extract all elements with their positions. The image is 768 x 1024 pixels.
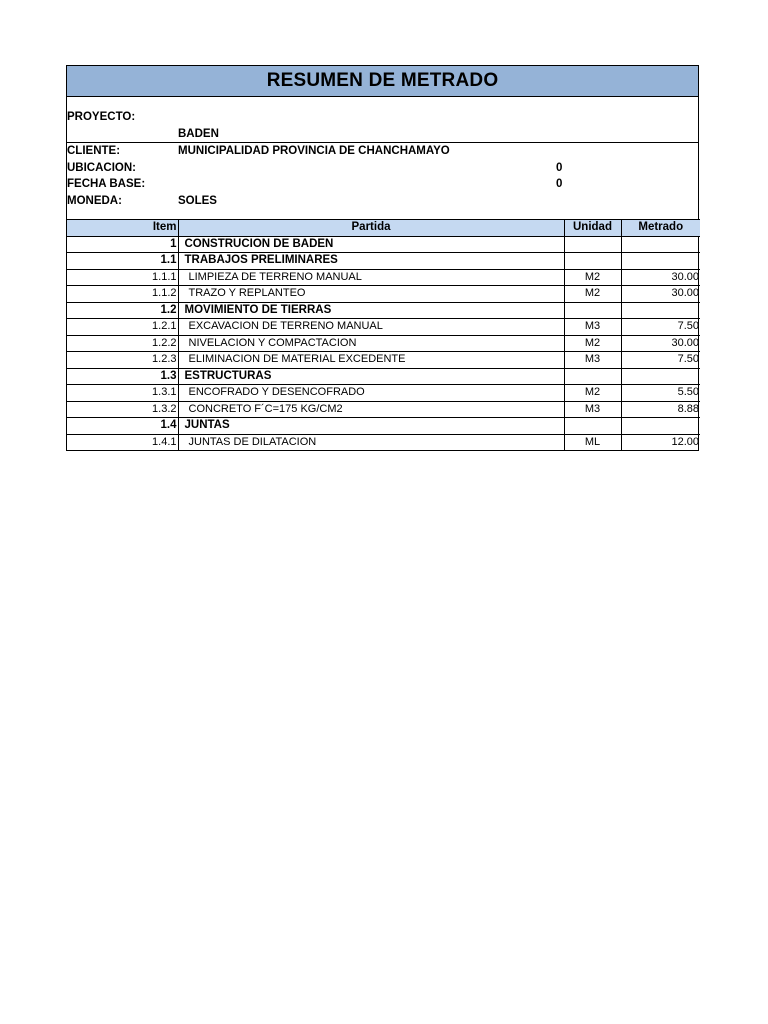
partida-cell: TRABAJOS PRELIMINARES — [178, 253, 564, 270]
table-row — [67, 335, 700, 352]
fecha-row — [67, 176, 698, 193]
item-cell: 1.4.1 — [67, 434, 178, 450]
metrado-cell — [621, 418, 700, 435]
partida-cell: ESTRUCTURAS — [178, 368, 564, 385]
cliente-row — [67, 143, 698, 160]
unidad-cell — [564, 368, 621, 385]
proyecto-label: PROYECTO: — [67, 111, 136, 123]
unidad-cell: M2 — [564, 269, 621, 286]
metrado-cell — [621, 253, 700, 270]
fecha-label: FECHA BASE: — [67, 178, 146, 190]
unidad-cell: M3 — [564, 352, 621, 369]
item-cell: 1.2 — [67, 302, 178, 319]
partida-cell: NIVELACION Y COMPACTACION — [178, 335, 564, 352]
partida-cell: EXCAVACION DE TERRENO MANUAL — [178, 319, 564, 336]
ubicacion-label: UBICACION: — [67, 161, 136, 174]
metrado-cell: 7.50 — [621, 352, 700, 369]
metrado-cell — [621, 368, 700, 385]
item-cell: 1 — [67, 236, 178, 253]
unidad-cell: ML — [564, 434, 621, 450]
table-row — [67, 286, 700, 303]
unidad-cell — [564, 253, 621, 270]
item-cell: 1.1 — [67, 253, 178, 270]
item-cell: 1.4 — [67, 418, 178, 435]
unidad-cell: M3 — [564, 401, 621, 418]
metrado-cell — [621, 236, 700, 253]
unidad-cell: M2 — [564, 286, 621, 303]
partida-cell: ENCOFRADO Y DESENCOFRADO — [178, 385, 564, 402]
fecha-value: 0 — [556, 178, 563, 190]
cliente-value: MUNICIPALIDAD PROVINCIA DE CHANCHAMAYO — [178, 145, 450, 157]
partida-cell: MOVIMIENTO DE TIERRAS — [178, 302, 564, 319]
ubicacion-row — [67, 160, 698, 177]
unidad-cell — [564, 302, 621, 319]
unidad-cell — [564, 418, 621, 435]
metrado-cell: 8.88 — [621, 401, 700, 418]
table-row — [67, 269, 700, 286]
item-cell: 1.3.2 — [67, 401, 178, 418]
table-row — [67, 368, 700, 385]
unidad-cell: M2 — [564, 385, 621, 402]
table-row — [67, 401, 700, 418]
item-cell: 1.2.3 — [67, 352, 178, 369]
proyecto-value: BADEN — [178, 127, 219, 140]
item-cell: 1.2.2 — [67, 335, 178, 352]
metrado-sheet — [66, 65, 699, 451]
info-section — [67, 97, 698, 219]
header-unidad: Unidad — [564, 220, 621, 237]
metrado-cell: 7.50 — [621, 319, 700, 336]
table-row — [67, 418, 700, 435]
ubicacion-value: 0 — [556, 161, 563, 174]
partida-cell: CONCRETO F´C=175 KG/CM2 — [178, 401, 564, 418]
partida-cell: JUNTAS — [178, 418, 564, 435]
metrado-table — [67, 219, 700, 450]
partida-cell: CONSTRUCION DE BADEN — [178, 236, 564, 253]
table-row — [67, 253, 700, 270]
unidad-cell: M2 — [564, 335, 621, 352]
moneda-row — [67, 193, 698, 210]
partida-cell: LIMPIEZA DE TERRENO MANUAL — [178, 269, 564, 286]
table-row — [67, 236, 700, 253]
partida-cell: JUNTAS DE DILATACION — [178, 434, 564, 450]
header-metrado: Metrado — [621, 220, 700, 237]
proyecto-row — [67, 109, 698, 126]
table-row — [67, 302, 700, 319]
moneda-label: MONEDA: — [67, 194, 122, 207]
unidad-cell — [564, 236, 621, 253]
item-cell: 1.3 — [67, 368, 178, 385]
header-partida: Partida — [178, 220, 564, 237]
header-item: Item — [67, 220, 178, 237]
table-row — [67, 434, 700, 450]
project-block — [67, 97, 698, 143]
metrado-cell: 30.00 — [621, 286, 700, 303]
metrado-cell: 5.50 — [621, 385, 700, 402]
item-cell: 1.1.1 — [67, 269, 178, 286]
client-block — [67, 143, 698, 219]
document-title: RESUMEN DE METRADO — [67, 66, 698, 97]
partida-cell: TRAZO Y REPLANTEO — [178, 286, 564, 303]
metrado-cell: 30.00 — [621, 269, 700, 286]
moneda-value: SOLES — [178, 194, 217, 207]
metrado-cell: 30.00 — [621, 335, 700, 352]
table-header-row — [67, 220, 700, 237]
unidad-cell: M3 — [564, 319, 621, 336]
table-row — [67, 352, 700, 369]
item-cell: 1.2.1 — [67, 319, 178, 336]
partida-cell: ELIMINACION DE MATERIAL EXCEDENTE — [178, 352, 564, 369]
metrado-cell: 12.00 — [621, 434, 700, 450]
table-row — [67, 385, 700, 402]
cliente-label: CLIENTE: — [67, 145, 121, 157]
table-row — [67, 319, 700, 336]
item-cell: 1.1.2 — [67, 286, 178, 303]
item-cell: 1.3.1 — [67, 385, 178, 402]
metrado-cell — [621, 302, 700, 319]
proyecto-value-row — [67, 126, 698, 143]
